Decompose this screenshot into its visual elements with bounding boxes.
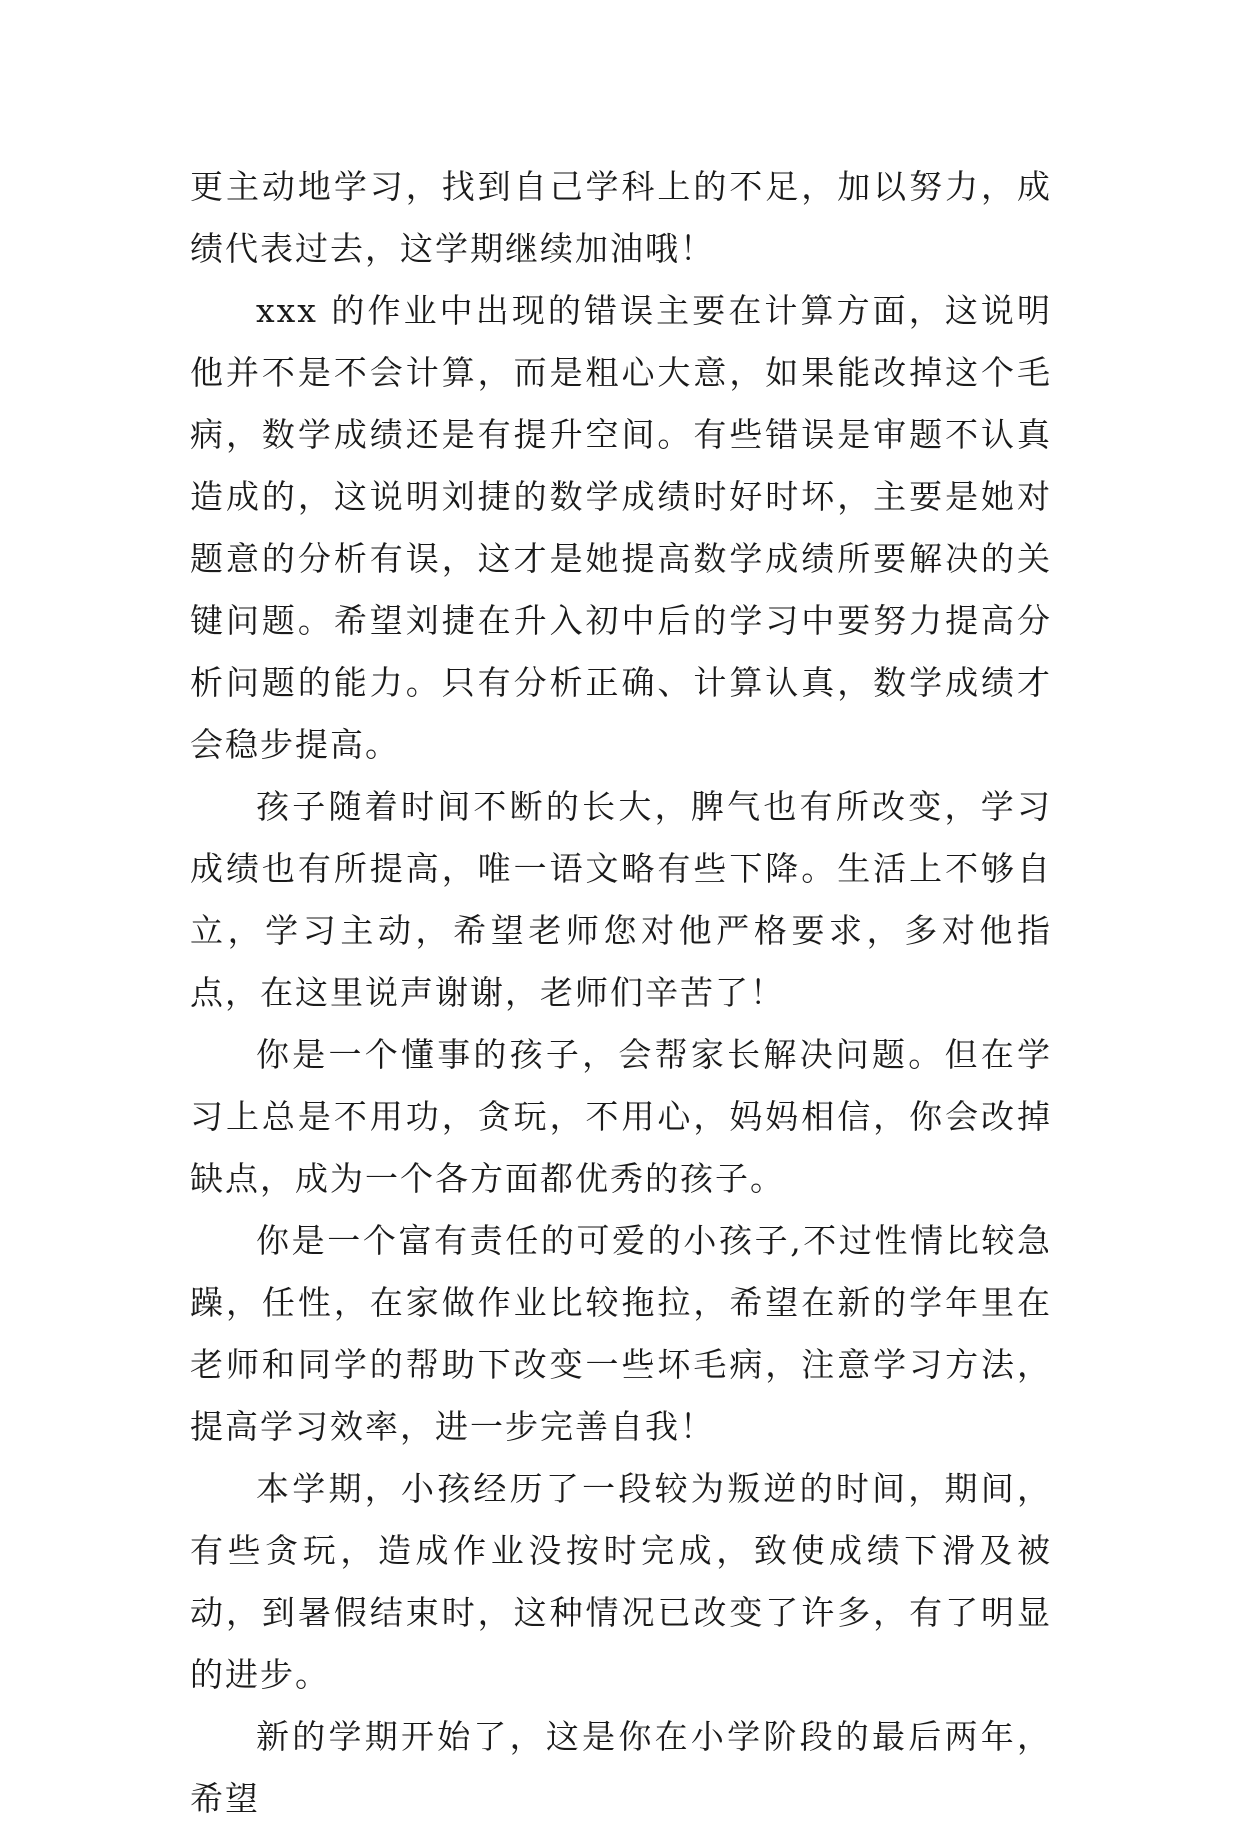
paragraph-new-semester: 新的学期开始了，这是你在小学阶段的最后两年，希望 <box>190 1717 1052 1818</box>
document-body <box>190 156 1052 1830</box>
paragraph-rebellious-period: 本学期，小孩经历了一段较为叛逆的时间，期间，有些贪玩，造成作业没按时完成，致使成绩下滑及被动，到暑假结束时，这种情况已改变了许多，有了明显的进步。 <box>190 1469 1052 1694</box>
paragraph-responsible-child: 你是一个富有责任的可爱的小孩子,不过性情比较急躁，任性，在家做作业比较拖拉，希望在新的学年里在老师和同学的帮助下改变一些坏毛病，注意学习方法，提高学习效率，进一步完善自我！ <box>190 1221 1052 1446</box>
paragraph-math-errors: xxx 的作业中出现的错误主要在计算方面，这说明他并不是不会计算，而是粗心大意，如果能改掉这个毛病，数学成绩还是有提升空间。有些错误是审题不认真造成的，这说明刘捷的数学成绩时好时坏，主要是她对题意的分析有误，这才是她提高数学成绩所要解决的关键问题。希望刘捷在升入初中后的学习中要努力提高分析问题的能力。只有分析正确、计算认真，数学成绩才会稳步提高。 <box>190 291 1052 764</box>
paragraph-sensible-child: 你是一个懂事的孩子，会帮家长解决问题。但在学习上总是不用功，贪玩，不用心，妈妈相信，你会改掉缺点，成为一个各方面都优秀的孩子。 <box>190 1035 1052 1198</box>
paragraph-growing-up: 孩子随着时间不断的长大，脾气也有所改变，学习成绩也有所提高，唯一语文略有些下降。生活上不够自立，学习主动，希望老师您对他严格要求，多对他指点，在这里说声谢谢，老师们辛苦了！ <box>190 787 1052 1012</box>
paragraph-continuation: 更主动地学习，找到自己学科上的不足，加以努力，成绩代表过去，这学期继续加油哦！ <box>190 167 1052 268</box>
